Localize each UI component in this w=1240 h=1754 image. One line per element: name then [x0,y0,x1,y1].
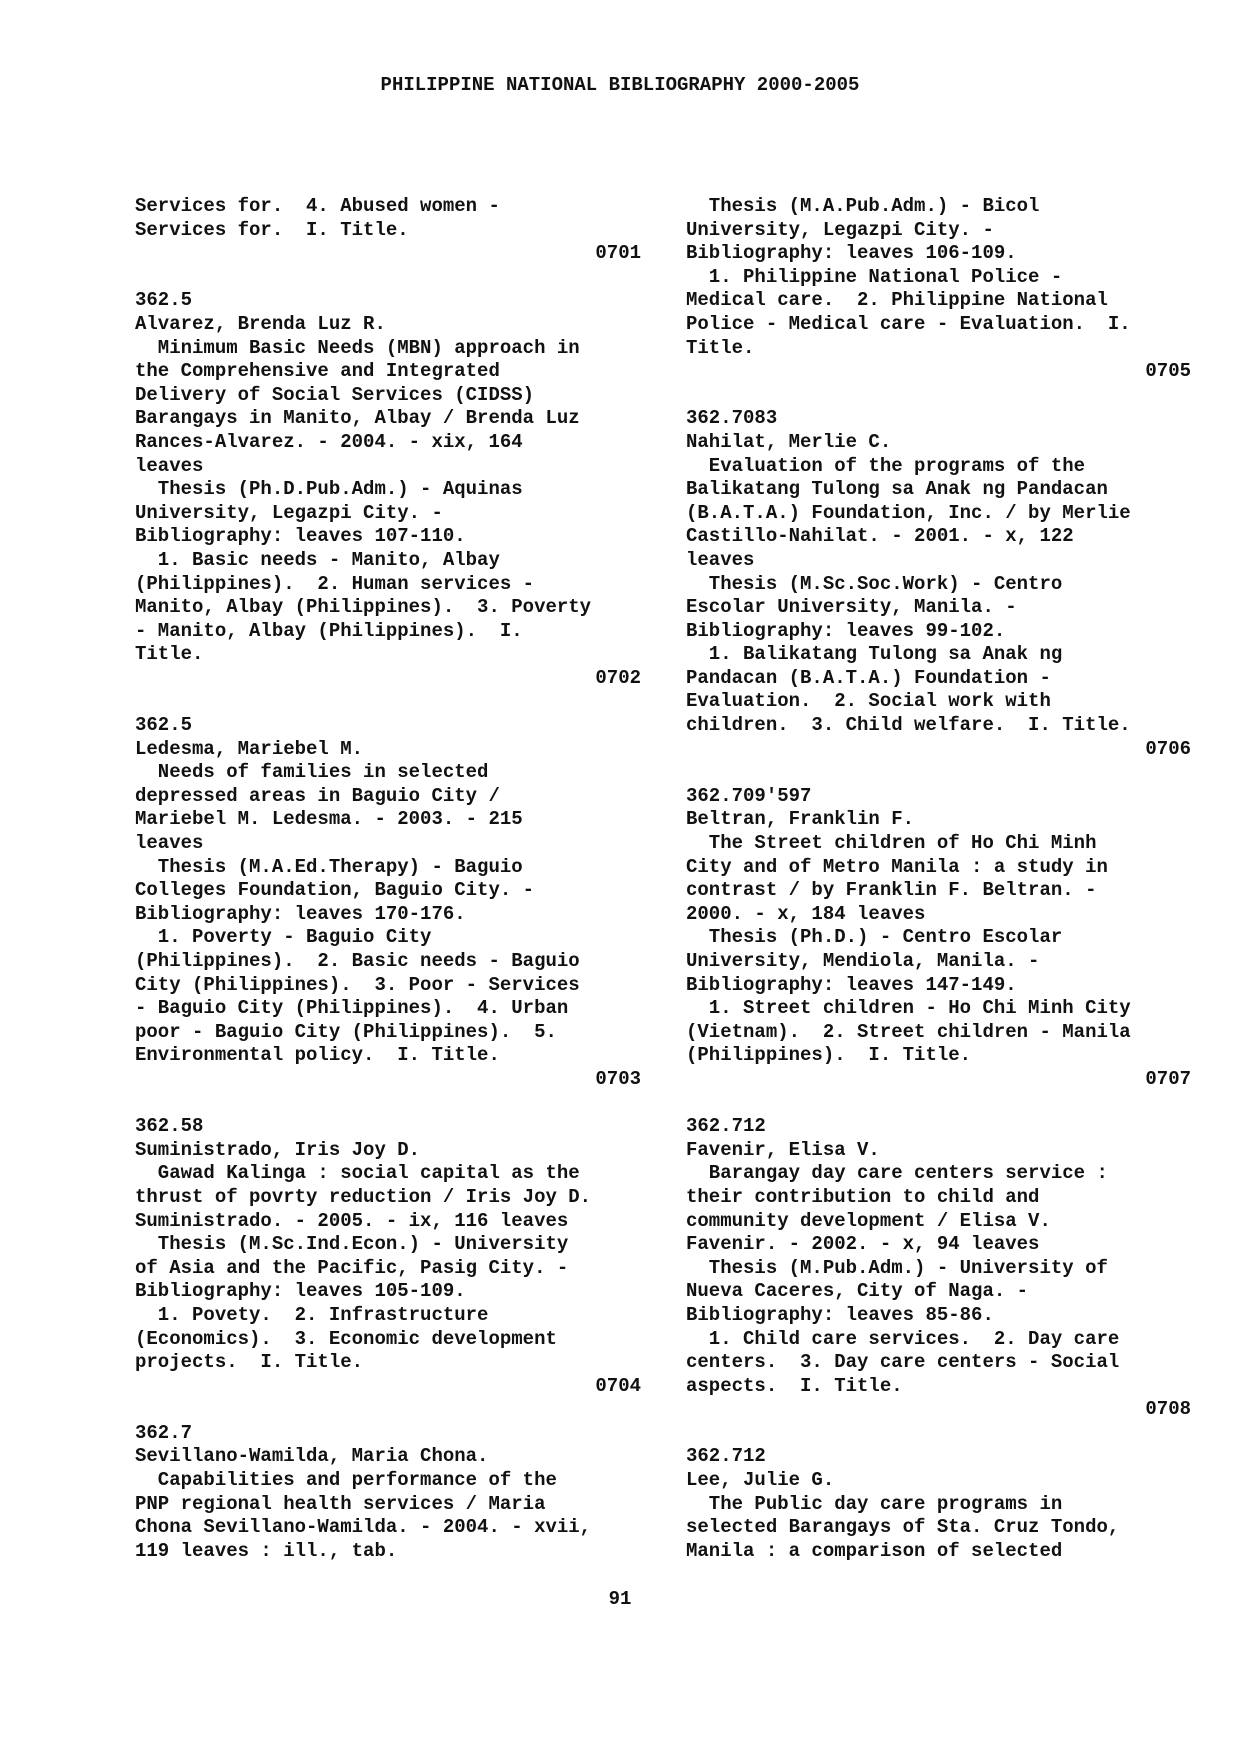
entry-number: 0704 [595,1374,641,1397]
entry-spacer [686,761,1191,785]
entry-line: Nueva Caceres, City of Naga. - [686,1280,1029,1303]
entry-line: Bibliography: leaves 106-109. [686,242,1017,265]
entry-line: depressed areas in Baguio City / [135,784,500,807]
page-number: 91 [608,1588,632,1610]
entry-line: Suministrado. - 2005. - ix, 116 leaves [135,1209,569,1232]
entry-line: Rances-Alvarez. - 2004. - xix, 164 [135,430,523,453]
entry-number: 0701 [595,242,641,265]
entry-line: Balikatang Tulong sa Anak ng Pandacan [686,478,1108,501]
bibliography-entry [686,785,1191,1092]
entry-line: Title. [135,643,204,666]
entry-line: Sevillano-Wamilda, Maria Chona. [135,1445,489,1468]
entry-line: Alvarez, Brenda Luz R. [135,312,386,335]
entry-line: Favenir, Elisa V. [686,1138,880,1161]
entry-number: 0702 [595,666,641,689]
entry-line: The Street children of Ho Chi Minh [686,832,1097,855]
entry-line: Gawad Kalinga : social capital as the [135,1162,580,1185]
entry-line: 119 leaves : ill., tab. [135,1539,398,1562]
entry-number: 0707 [1145,1067,1191,1090]
entry-number: 0705 [1145,360,1191,383]
entry-line: - Manito, Albay (Philippines). I. [135,619,523,642]
bibliography-entry [135,195,641,266]
entry-line: Services for. 4. Abused women - [135,195,500,217]
entry-spacer [686,384,1191,408]
bibliography-entry [135,1422,641,1564]
entry-line: thrust of povrty reduction / Iris Joy D. [135,1185,592,1208]
entry-line: leaves [135,454,204,477]
entry-line: Lee, Julie G. [686,1469,835,1492]
entry-line: (Philippines). I. Title. [686,1044,972,1067]
entry-line: Bibliography: leaves 105-109. [135,1280,466,1303]
entry-line: 1. Povety. 2. Infrastructure [135,1303,489,1326]
entry-line: Thesis (M.A.Ed.Therapy) - Baguio [135,855,523,878]
entry-line: 362.712 [686,1115,766,1138]
entry-line: children. 3. Child welfare. I. Title. [686,714,1131,737]
entry-line: Suministrado, Iris Joy D. [135,1138,421,1161]
entry-spacer [135,1398,641,1422]
entry-line: Thesis (M.Sc.Ind.Econ.) - University [135,1233,569,1256]
entry-line: 1. Balikatang Tulong sa Anak ng [686,643,1063,666]
entry-line: 362.7083 [686,407,778,430]
entry-line: University, Mendiola, Manila. - [686,950,1040,972]
entry-spacer [686,1092,1191,1116]
entry-line: (Philippines). 2. Basic needs - Baguio [135,950,580,972]
entry-line: Barangay day care centers service : [686,1162,1108,1185]
entry-line: Chona Sevillano-Wamilda. - 2004. - xvii, [135,1516,592,1539]
entry-line: (Philippines). 2. Human services - [135,572,535,595]
entry-line: Manito, Albay (Philippines). 3. Poverty [135,596,592,619]
entry-line: - Baguio City (Philippines). 4. Urban [135,997,569,1020]
entry-line: Barangays in Manito, Albay / Brenda Luz [135,407,580,430]
entry-line: The Public day care programs in [686,1492,1063,1515]
entry-line: Favenir. - 2002. - x, 94 leaves [686,1233,1040,1256]
entry-line: Colleges Foundation, Baguio City. - [135,879,535,902]
entry-line: Castillo-Nahilat. - 2001. - x, 122 [686,525,1074,548]
entry-line: 362.712 [686,1445,766,1468]
entry-line: Thesis (M.Pub.Adm.) - University of [686,1256,1108,1279]
right-column [686,195,1191,1563]
entry-line: Services for. I. Title. [135,218,409,241]
page-header: PHILIPPINE NATIONAL BIBLIOGRAPHY 2000-2005 [380,74,860,96]
entry-line: City (Philippines). 3. Poor - Services [135,973,580,996]
entry-line: 1. Poverty - Baguio City [135,926,432,949]
entry-line: Capabilities and performance of the [135,1469,557,1492]
entry-line: Pandacan (B.A.T.A.) Foundation - [686,666,1051,689]
entry-line: Needs of families in selected [135,761,489,784]
entry-line: Title. [686,336,755,359]
entry-line: leaves [686,548,755,571]
entry-line: aspects. I. Title. [686,1374,903,1397]
entry-line: City and of Metro Manila : a study in [686,855,1108,878]
entry-line: Minimum Basic Needs (MBN) approach in [135,336,580,359]
entry-line: Bibliography: leaves 170-176. [135,902,466,925]
entry-line: Police - Medical care - Evaluation. I. [686,312,1131,335]
entry-line: Delivery of Social Services (CIDSS) [135,383,535,406]
entry-line: Environmental policy. I. Title. [135,1044,500,1067]
entry-line: Manila : a comparison of selected [686,1539,1063,1562]
entry-line: University, Legazpi City. - [686,218,994,241]
entry-line: 1. Philippine National Police - [686,265,1063,288]
entry-line: poor - Baguio City (Philippines). 5. [135,1020,557,1043]
entry-line: 1. Child care services. 2. Day care [686,1327,1120,1350]
entry-line: 362.5 [135,289,193,312]
entry-line: Ledesma, Mariebel M. [135,737,364,760]
entry-line: Evaluation of the programs of the [686,454,1086,477]
entry-line: 362.58 [135,1115,204,1138]
bibliography-entry [686,1445,1191,1563]
entry-spacer [135,690,641,714]
entry-line: University, Legazpi City. - [135,501,443,524]
entry-line: their contribution to child and [686,1185,1040,1208]
entry-spacer [135,266,641,290]
entry-line: Medical care. 2. Philippine National [686,289,1108,312]
entry-spacer [686,1422,1191,1446]
entry-line: Thesis (Ph.D.) - Centro Escolar [686,926,1063,949]
entry-line: the Comprehensive and Integrated [135,360,500,383]
bibliography-entry [686,1115,1191,1422]
entry-line: Mariebel M. Ledesma. - 2003. - 215 [135,808,523,831]
bibliography-entry [135,289,641,690]
entry-number: 0708 [1145,1398,1191,1421]
bibliography-entry [135,714,641,1092]
entry-number: 0703 [595,1067,641,1090]
entry-line: Bibliography: leaves 107-110. [135,525,466,548]
entry-spacer [135,1092,641,1116]
entry-line: Bibliography: leaves 147-149. [686,973,1017,996]
left-column [135,195,641,1563]
entry-line: Beltran, Franklin F. [686,808,915,831]
entry-line: Nahilat, Merlie C. [686,430,892,453]
entry-line: (Economics). 3. Economic development [135,1327,557,1350]
entry-line: 2000. - x, 184 leaves [686,902,926,925]
entry-line: 362.709'597 [686,784,812,807]
entry-line: Evaluation. 2. Social work with [686,690,1051,713]
entry-line: Bibliography: leaves 99-102. [686,619,1006,642]
entry-line: Thesis (M.Sc.Soc.Work) - Centro [686,572,1063,595]
entry-line: 362.5 [135,714,193,737]
entry-line: selected Barangays of Sta. Cruz Tondo, [686,1516,1120,1539]
entry-line: 1. Basic needs - Manito, Albay [135,548,500,571]
bibliography-entry [135,1115,641,1398]
bibliography-entry [686,407,1191,761]
entry-number: 0706 [1145,737,1191,760]
entry-line: of Asia and the Pacific, Pasig City. - [135,1256,569,1279]
entry-line: 1. Street children - Ho Chi Minh City [686,997,1131,1020]
entry-line: centers. 3. Day care centers - Social [686,1351,1120,1374]
entry-line: leaves [135,832,204,855]
bibliography-entry [686,195,1191,384]
entry-line: Thesis (Ph.D.Pub.Adm.) - Aquinas [135,478,523,501]
entry-line: Bibliography: leaves 85-86. [686,1303,994,1326]
entry-line: 362.7 [135,1421,193,1444]
entry-line: community development / Elisa V. [686,1209,1051,1232]
entry-line: contrast / by Franklin F. Beltran. - [686,879,1097,902]
entry-line: PNP regional health services / Maria [135,1492,546,1515]
entry-line: Thesis (M.A.Pub.Adm.) - Bicol [686,195,1040,217]
entry-line: (B.A.T.A.) Foundation, Inc. / by Merlie [686,501,1131,524]
entry-line: (Vietnam). 2. Street children - Manila [686,1020,1131,1043]
entry-line: projects. I. Title. [135,1351,364,1374]
entry-line: Escolar University, Manila. - [686,596,1017,619]
